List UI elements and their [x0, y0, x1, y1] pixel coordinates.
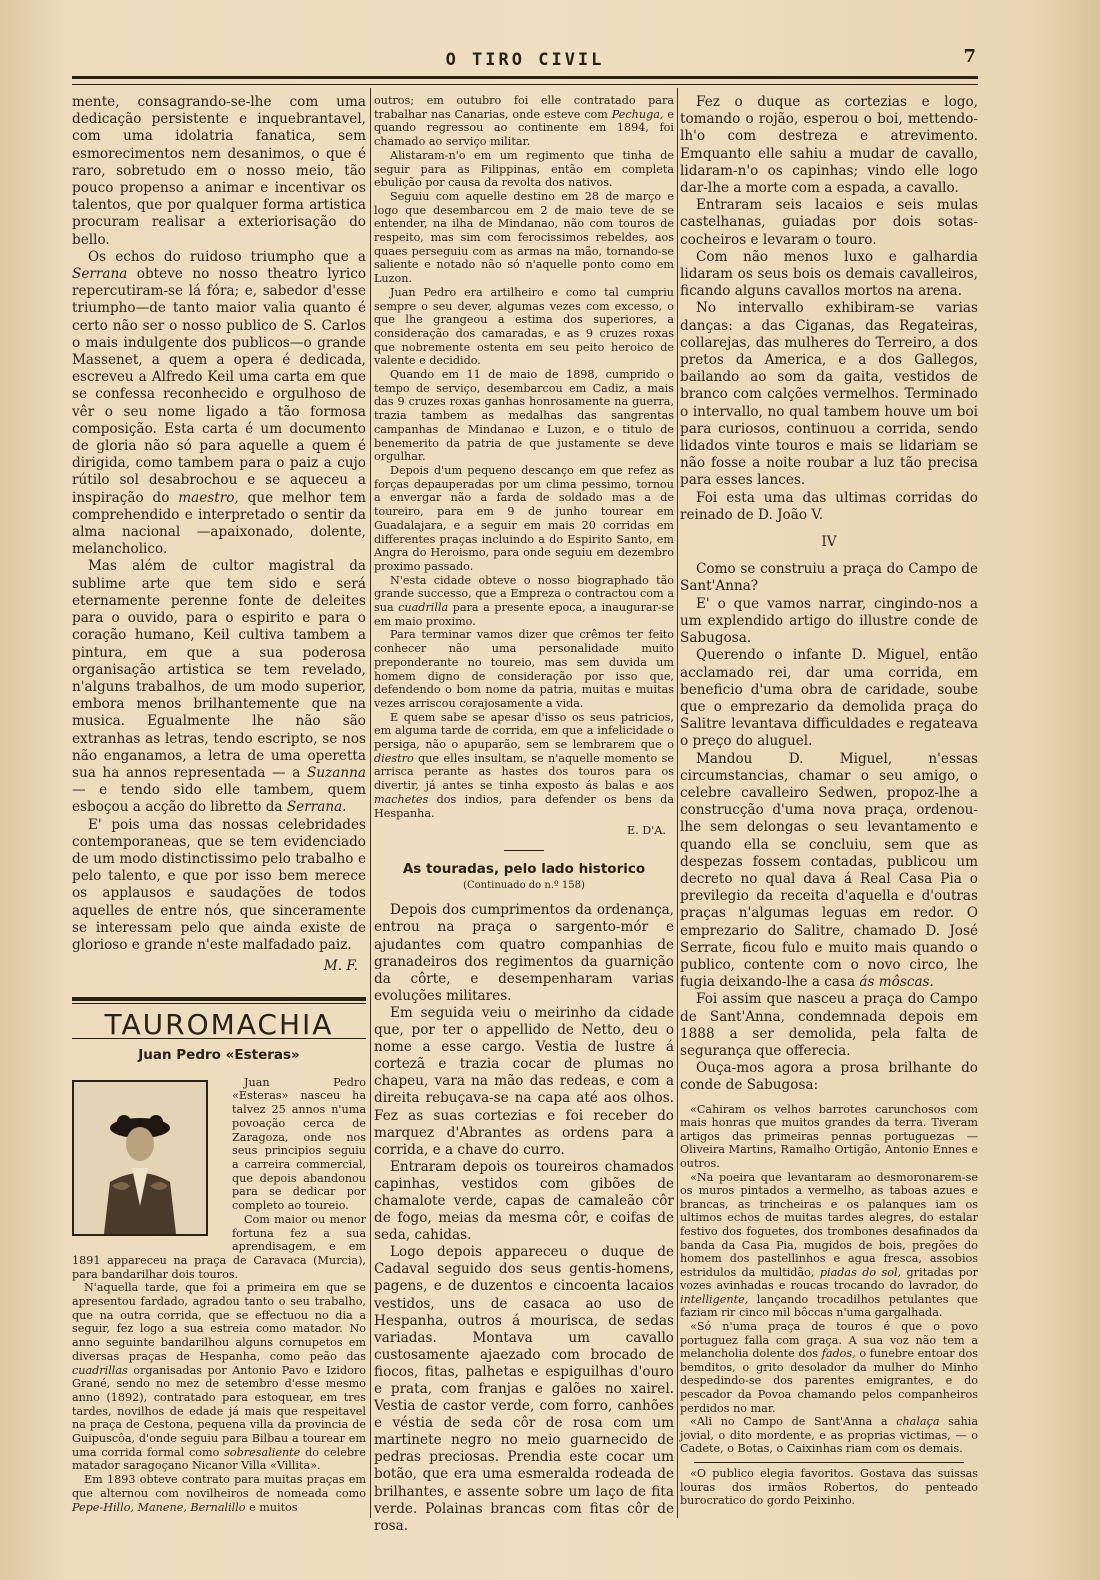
section-title: TAUROMACHIA [104, 1008, 334, 1042]
paragraph: Fez o duque as cortezias e logo, tomando o rojão, esperou o boi, mettendo-lh'o com destreza e atrevimento. Emquanto elle sahiu a mudar de cavallo, lidaram-n'o os capinhas; vindo elle logo dar-lhe a morte com a espada, a cavallo. [680, 94, 978, 197]
paragraph: Seguiu com aquelle destino em 28 de março e logo que desembarcou em 2 de maio teve de se entender, na ilha de Mindanao, não com touros de respeito, mas sim com ferocissimos rebeldes, aos quaes perseguiu com as armas na mão, tornando-se saliente e notado não só n'aquelle ponto como em Luzon. [374, 189, 674, 286]
text: sahia jovial, o dito mordente, e as proprias victimas, — o Cadete, o Botas, o Caixinhas riam com os demais. [680, 1415, 978, 1456]
italic-text: cuadrilla [398, 601, 449, 615]
paragraph: Foi assim que nasceu a praça do Campo de Sant'Anna, condemnada depois em 1888 a ser demolida, pela falta de segurança que offerecia. [680, 991, 978, 1059]
italic-text: Serrana. [286, 799, 347, 816]
italic-text: Suzanna [307, 764, 366, 781]
paragraph [374, 574, 674, 629]
paragraph: Alistaram-n'o em um regimento que tinha de seguir para as Filippinas, então em completa ebulição por causa da revolta dos nativos. [374, 148, 674, 190]
paragraph: Foi esta uma das ultimas corridas do reinado de D. João V. [680, 489, 978, 523]
text: Os echos do ruidoso triumpho que a [88, 248, 366, 265]
paragraph: Entraram seis lacaios e seis mulas castelhanas, guiadas por dois sotas-cocheiros e levaram o touro. [680, 197, 978, 248]
paragraph: Logo depois appareceu o duque de Cadaval seguido dos seus gentis-homens, pagens, e de duzentos e cincoenta lacaios vestidos, uns de casaca ao uso de Hespanha, outros á mourisca, de sedas variadas. Montava um cavallo custosamente ajaezado com brocado de fiocos, fitas, palhetas e espiguilhas d'ouro e prata, com franjas e galões no xairel. Vestia de castor verde, com forro, canhões e véstia de seda côr de rosa com um martinete negro no meio guarnecido de pedras preciosas. Prendia este cocar um botão, que era uma esmeralda rodeada de brilhantes, e assente sobre um laço de fita verde. Polainas brancas com fitas côr de rosa. [374, 1244, 674, 1534]
paragraph [680, 1320, 978, 1415]
column-divider-2 [677, 88, 678, 1518]
text: lançando trocadilhos petulantes que faziam rir cinco mil bôccas n'uma gargalhada. [680, 1292, 978, 1320]
text: gritadas por vozes avinhadas e roucas trocando do lavrador, do [680, 1265, 978, 1293]
paragraph [680, 751, 978, 992]
text: Em 1893 obteve contrato para muitas praças em que alternou com novilheiros de nomeada como [72, 1473, 366, 1500]
text: o funebre entoar dos bemditos, o grito desolador da mulher do Minho despedindo-se dos parentes emigrantes, e do pescador da Povoa chamando pelos companheiros perdidos no mar. [680, 1347, 978, 1415]
italic-text: sobresaliente [224, 1445, 301, 1459]
paragraph: Ouça-mos agora a prosa brilhante do conde de Sabugosa: [680, 1060, 978, 1094]
text: outros; em outubro foi elle contratado para trabalhar nas Canarias, onde esteve com [374, 94, 674, 121]
signature: E. D'A. [627, 824, 666, 838]
paragraph: E' pois uma das nossas celebridades contemporaneas, que se tem evidenciado de um modo distinctissimo pelo trabalho e pelo talento, e que por isso bem merece os applausos e saudações de todos aquelles de entre nós, que sinceramente se interessam pelo que ainda existe de glorioso e grande n'este malfadado paiz. [72, 816, 366, 953]
quotation [680, 1103, 978, 1508]
text: N'aquella tarde, que foi a primeira em que se apresentou fardado, agradou tanto o seu trabalho, que na outra corrida, que se effectuou no dia a seguir, fez logo a sua estreia como matador. No anno seguinte bandarilhou alguns cornupetos em diversas praças de Hespanha, como peão das [72, 1281, 366, 1363]
text: obteve no nosso theatro lyrico repercutiram-se lá fóra; e, sabedor d'esse triumpho—de tanto maior valia quanto é certo não ser o nosso publico de S. Carlos o mais indulgente dos publicos—o grande Massenet, a quem a opera é dedicada, escreveu a Alfredo Keil uma carta em que se confessa reconhecido e orgulhoso de vêr o seu nome ligado a tão formosa composição. Esta carta é um documento de gloria não só para aquelle a quem é dirigida, como tambem para o paiz a cujo rútilo sol desabrochou e se aqueceu a inspiração do [72, 266, 366, 506]
text: Mas além de cultor magistral da sublime arte que tem sido e será eternamente perenne fonte de deleites para o ouvido, para o espirito e para o coração humano, Keil cultiva tambem a pintura, em que a sua poderosa organisação artistica se tem revelado, n'alguns trabalhos, de um modo superior, embora menos brilhantemente que na musica. Egualmente lhe não são extranhas as letras, tendo escripto, se nos não enganamos, a letra de uma operetta sua ha annos representada — a [72, 558, 366, 781]
paragraph [680, 1171, 978, 1321]
bullfighter-portrait [72, 1080, 208, 1236]
paragraph: Com maior ou menor fortuna fez a sua aprendisagem, e em 1891 appareceu na praça de Caravaca (Murcia), para bandarilhar dois touros. [72, 1212, 366, 1281]
header-rule [72, 76, 978, 85]
paragraph: Juan Pedro «Esteras» nasceu ha talvez 25 annos n'uma povoação cerca de Zaragoza, onde nos seus principios seguiu a carreira commercial, que depois abandonou para se dedicar por completo ao toureio. [232, 1075, 366, 1213]
article-body [72, 1076, 366, 1515]
text: Mandou D. Miguel, n'essas circumstancias, chamar o seu amigo, o celebre cavalleiro Sedwen, propoz-lhe a construcção d'uma nova praça, ordenou-lhe sem delongas o seu levantamento e quando ella se concluiu, sem que as despezas fossem contadas, publicou um decreto no qual dava á Real Casa Pia o previlegio da receita d'aquella e d'outras praças n'algumas leguas em redor. O emprezario do Salitre, chamado D. José Serrate, ficou fulo e muito mais quando o publico, contente com o novo circo, lhe fugia deixando-lhe a casa [680, 750, 978, 991]
paragraph: E' o que vamos narrar, cingindo-nos a um explendido artigo do illustre conde de Sabugosa. [680, 595, 978, 647]
column-1 [72, 94, 366, 1514]
paragraph: mente, consagrando-se-lhe com uma dedicação persistente e inquebrantavel, com uma idolatria fanatica, sem esmorecimentos nem desanimos, o que é raro, sobretudo em o nosso meio, tão pouco propenso a animar e incentivar os talentos, que por qualquer forma artistica procuram realisar a exteriorisação do bello. [72, 94, 366, 248]
text: — e tendo sido elle tambem, quem esboçou a acção do libretto da [72, 782, 366, 816]
paragraph: Para terminar vamos dizer que crêmos ter feito conhecer não uma personalidade muito preponderante no toureio, mas sem duvida um homem digno de consideração por isso que, defendendo o bom nome da patria, muitas e muitas vezes arriscou corajosamente a vida. [374, 628, 674, 710]
text: «Na poeira que levantaram ao desmoronarem-se os muros pintados a vermelho, as taboas azues e brancas, as trincheiras e os palanques iam os ultimos echos de muitas tardes alegres, do estalar festivo dos foguetes, dos trombones desafinados da banda da Casa Pia, mugidos de bois, pregões do homem dos pastellinhos e agua fresca, assobios estridulos da multidão, [680, 1170, 978, 1279]
text: para a presente epoca, a inaugurar-se em maio proximo. [374, 601, 674, 628]
column-divider-1 [370, 88, 371, 1518]
paragraph: Depois d'um pequeno descanço em que refez as forças depauperadas por um clima pessimo, tornou a envergar não a farda de soldado mas a de toureiro, para em 9 de junho tourear em Guadalajara, e a seguir em mais 20 corridas em differentes praças incluindo a do Espirito Santo, em Angra do Heroismo, para onde seguiu em dezembro proximo passado. [374, 463, 674, 573]
text: N'esta cidade obteve o nosso biographado tão grande successo, que a Empreza o contractou com a sua [374, 573, 674, 615]
italic-text: cuadrillas [72, 1363, 128, 1377]
italic-text: intelligente, [680, 1292, 749, 1306]
italic-text: Serrana [72, 266, 128, 283]
section-rule [72, 997, 366, 1004]
paragraph: Depois dos cumprimentos da ordenança, entrou na praça o sargento-mór e ajudantes com quatro companhias de granadeiros dos regimentos da guarnição da côrte, e desempenharam varias evoluções militares. [374, 902, 674, 1004]
short-rule [504, 850, 544, 851]
masthead [70, 46, 980, 76]
paragraph [680, 1415, 978, 1456]
text: organisadas por Antonio Pavo e Izidoro Grané, sendo no mez de setembro d'esse mesmo anno (1892), contratado para estoquear, em tres tardes, novilhos de edade já mais que respeitavel na praça de Cestona, pequena villa da provincia de Guipuscôa, d'onde seguiu para Bilbau a tourear em uma corrida formal como [72, 1363, 366, 1459]
italic-text: Pepe-Hillo, Manene, Bernalillo [72, 1500, 246, 1514]
column-3 [680, 94, 978, 1508]
text: e quando regressou ao continente em 1894, foi chamado ao serviço militar. [374, 107, 674, 149]
paragraph: Com não menos luxo e galhardia lidaram os seus bois os demais cavalleiros, ficando alguns cavallos mortos na arena. [680, 248, 978, 300]
text: que elles insultam, se n'aquelle momento se arrisca perante as hastes dos touros para os divertir, já antes se tinha exposto ás balas e aos [374, 751, 674, 793]
text: e muitos [245, 1500, 298, 1514]
paragraph: «O publico elegia favoritos. Gostava das suissas louras dos irmãos Robertos, do penteado burocratico do gordo Peixinho. [680, 1467, 978, 1508]
page-number: 7 [963, 46, 976, 67]
portrait-wrap [72, 1080, 222, 1248]
text: «Ali no Campo de Sant'Anna a [690, 1415, 897, 1429]
text: que melhor tem comprehendido e interpretado o sentir da alma nacional —apaixonado, dolente, melancholico. [72, 489, 366, 558]
italic-text: maestro, [178, 489, 239, 506]
article-body [374, 902, 674, 1534]
paragraph: Querendo o infante D. Miguel, então acclamado rei, dar uma corrida, em beneficio d'uma obra de caridade, soube que o emprezario da demolida praça do Salitre levantava difficuldades e regateava o preço do aluguel. [680, 647, 978, 750]
paragraph [72, 1473, 366, 1514]
newspaper-title: O TIRO CIVIL [445, 50, 605, 70]
italic-text: fados, [821, 1347, 856, 1361]
paragraph [72, 558, 366, 816]
italic-text: diestro [374, 751, 414, 765]
text: dos indios, para defender os bens da Hespanha. [374, 792, 674, 820]
continued-note: (Continuado do n.º 158) [463, 879, 585, 891]
portrait-illustration [74, 1082, 206, 1234]
italic-text: chalaça [896, 1415, 940, 1429]
italic-text: piadas do sol, [819, 1265, 902, 1279]
text: E quem sabe se apesar d'isso os seus patricios, em alguma tarde de corrida, em que a infelicidade o persiga, não o apuparão, sem se lembrarem que o [374, 710, 674, 752]
signature: M. F. [323, 958, 358, 975]
column-2 [374, 94, 674, 1535]
paragraph: Entraram depois os toureiros chamados capinhas, vestidos com gibões de chamalote verde, capas de camaleão côr de fogo, meias da mesma côr, e coifas de seda, cahidas. [374, 1158, 674, 1244]
italic-text: machetes [374, 792, 429, 806]
quote-rule [694, 1462, 964, 1463]
paragraph [374, 94, 674, 149]
italic-text: ás môscas. [859, 974, 934, 991]
paragraph: Quando em 11 de maio de 1898, cumprido o tempo de serviço, desembarcou em Cadiz, a mais das 9 cruzes roxas ganhas honrosamente na guerra, trazia tambem as medalhas das sangrentas campanhas de Mindanao e Luzon, e o titulo de benemerito da patria de que justamente se deve orgulhar. [374, 368, 674, 464]
paragraph: Como se construiu a praça do Campo de Sant'Anna? [680, 561, 978, 595]
paragraph: «Cahiram os velhos barrotes carunchosos com mais honras que muitos grandes da terra. Tiveram artigos das primeiras pennas portuguezas — Oliveira Martins, Ramalho Ortigão, Antonio Ennes e outros. [680, 1102, 978, 1170]
paragraph: Juan Pedro era artilheiro e como tal cumpriu sempre o seu dever, algumas vezes com excesso, o que lhe grangeou a estima dos superiores, a consideração dos camaradas, e as 9 cruzes roxas que nobremente ostenta em seu peito heroico de valente e decidido. [374, 285, 674, 368]
paragraph [72, 249, 366, 559]
paragraph: Em seguida veiu o meirinho da cidade que, por ter o appellido de Netto, deu o nome a esse cargo. Vestia de lustre á cortezã e trazia cocar de plumas no chapeu, vara na mão das redeas, e com a direita rebuçava-se na capa até aos olhos. Fez as suas cortezias e foi receber do marquez d'Abrantes as ordens para a corrida, e a chave do curro. [374, 1004, 674, 1158]
article-title: As touradas, pelo lado historico [402, 860, 646, 877]
text: do celebre matador saragoçano Nicanor Villa «Villita». [72, 1445, 366, 1473]
paragraph: No intervallo exhibiram-se varias danças: a das Ciganas, das Regateiras, collarejas, das mulheres do Terreiro, a dos pretos da America, e a dos Gallegos, bailando ao som da gaita, vestidos de branco com calções vermelhos. Terminado o intervallo, no qual tambem houve um boi para curiosos, continuou a corrida, sendo lidados vinte touros e mais se lidariam se não fosse a noite roubar a luz tão precisa para esses lances. [680, 300, 978, 489]
paragraph [374, 711, 674, 821]
article-title: Juan Pedro «Esteras» [138, 1046, 300, 1063]
section-number: IV [821, 534, 837, 551]
text: «Só n'uma praça de touros é que o povo portuguez falla com graça. A sua voz não tem a melancholia dolente dos [680, 1320, 978, 1361]
italic-text: Pechuga, [611, 107, 664, 121]
paragraph [72, 1281, 366, 1473]
